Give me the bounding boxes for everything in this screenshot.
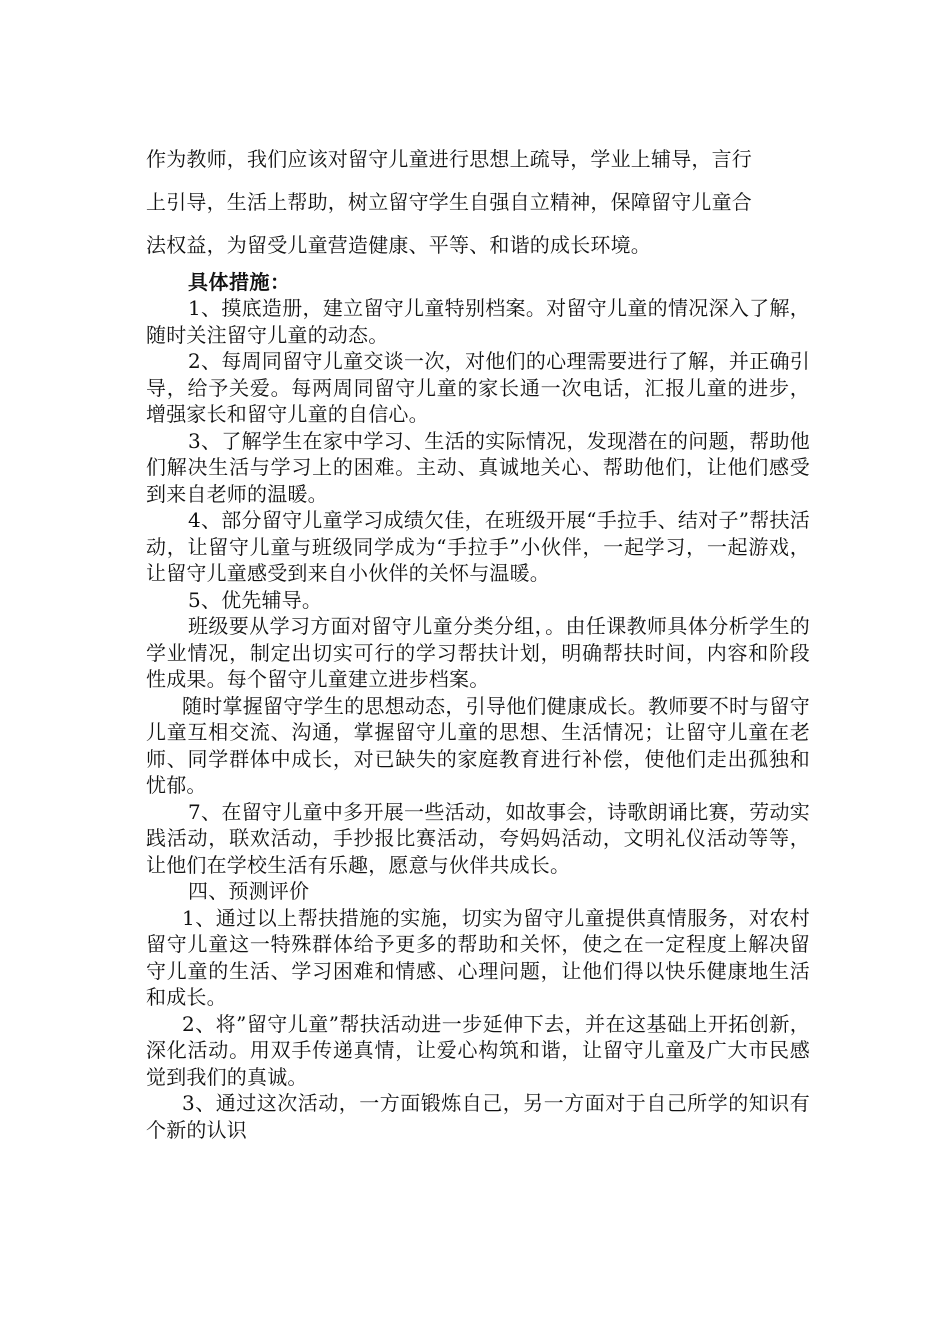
paragraph: 3、通过这次活动，一方面锻炼自己，另一方面对于自己所学的知识有个新的认识 — [146, 1091, 810, 1142]
section-title: 四、预测评价 — [188, 879, 310, 903]
paragraph: 2、将”留守儿童”帮扶活动进一步延伸下去，并在这基础上开拓创新，深化活动。用双手传递真情，让爱心构筑和谐，让留守儿童及广大市民感觉到我们的真诚。 — [146, 1011, 810, 1089]
intro-line: 上引导，生活上帮助，树立留守学生自强自立精神，保障留守儿童合 — [146, 190, 752, 214]
paragraph: 1、摸底造册，建立留守儿童特别档案。对留守儿童的情况深入了解，随时关注留守儿童的动态。 — [146, 296, 810, 347]
paragraph: 4、部分留守儿童学习成绩欠佳，在班级开展“手拉手、结对子”帮扶活动，让留守儿童与班级同学成为“手拉手”小伙伴，一起学习，一起游戏，让留守儿童感受到来自小伙伴的关怀与温暖。 — [146, 508, 810, 585]
paragraph: 1、通过以上帮扶措施的实施，切实为留守儿童提供真情服务，对农村留守儿童这一特殊群体给予更多的帮助和关怀，使之在一定程度上解决留守儿童的生活、学习困难和情感、心理问题，让他们得以快乐健康地生活和成长。 — [146, 905, 810, 1009]
intro-line: 作为教师，我们应该对留守儿童进行思想上疏导，学业上辅导，言行 — [146, 147, 752, 171]
section-heading: 具体措施： — [188, 270, 291, 294]
document-page — [146, 138, 810, 1143]
paragraph: 2、每周同留守儿童交谈一次，对他们的心理需要进行了解，并正确引导，给予关爱。每两周同留守儿童的家长通一次电话，汇报儿童的进步，增强家长和留守儿童的自信心。 — [146, 349, 810, 426]
paragraph: 随时掌握留守学生的思想动态，引导他们健康成长。教师要不时与留守儿童互相交流、沟通，掌握留守儿童的思想、生活情况；让留守儿童在老师、同学群体中成长，对已缺失的家庭教育进行补偿，使他们走出孤独和忧郁。 — [146, 693, 810, 797]
measures-body — [146, 295, 810, 1143]
paragraph: 5、优先辅导。 — [188, 587, 323, 612]
paragraph: 7、在留守儿童中多开展一些活动，如故事会，诗歌朗诵比赛，劳动实践活动，联欢活动，手抄报比赛活动，夸妈妈活动，文明礼仪活动等等，让他们在学校生活有乐趣，愿意与伙伴共成长。 — [146, 799, 810, 877]
paragraph: 3、了解学生在家中学习、生活的实际情况，发现潜在的问题，帮助他们解决生活与学习上的困难。主动、真诚地关心、帮助他们，让他们感受到来自老师的温暖。 — [146, 428, 810, 506]
paragraph: 班级要从学习方面对留守儿童分类分组，。由任课教师具体分析学生的学业情况，制定出切实可行的学习帮扶计划，明确帮扶时间，内容和阶段性成果。每个留守儿童建立进步档案。 — [146, 614, 810, 691]
intro-line: 法权益，为留受儿童营造健康、平等、和谐的成长环境。 — [146, 233, 651, 257]
intro-section — [146, 138, 810, 267]
